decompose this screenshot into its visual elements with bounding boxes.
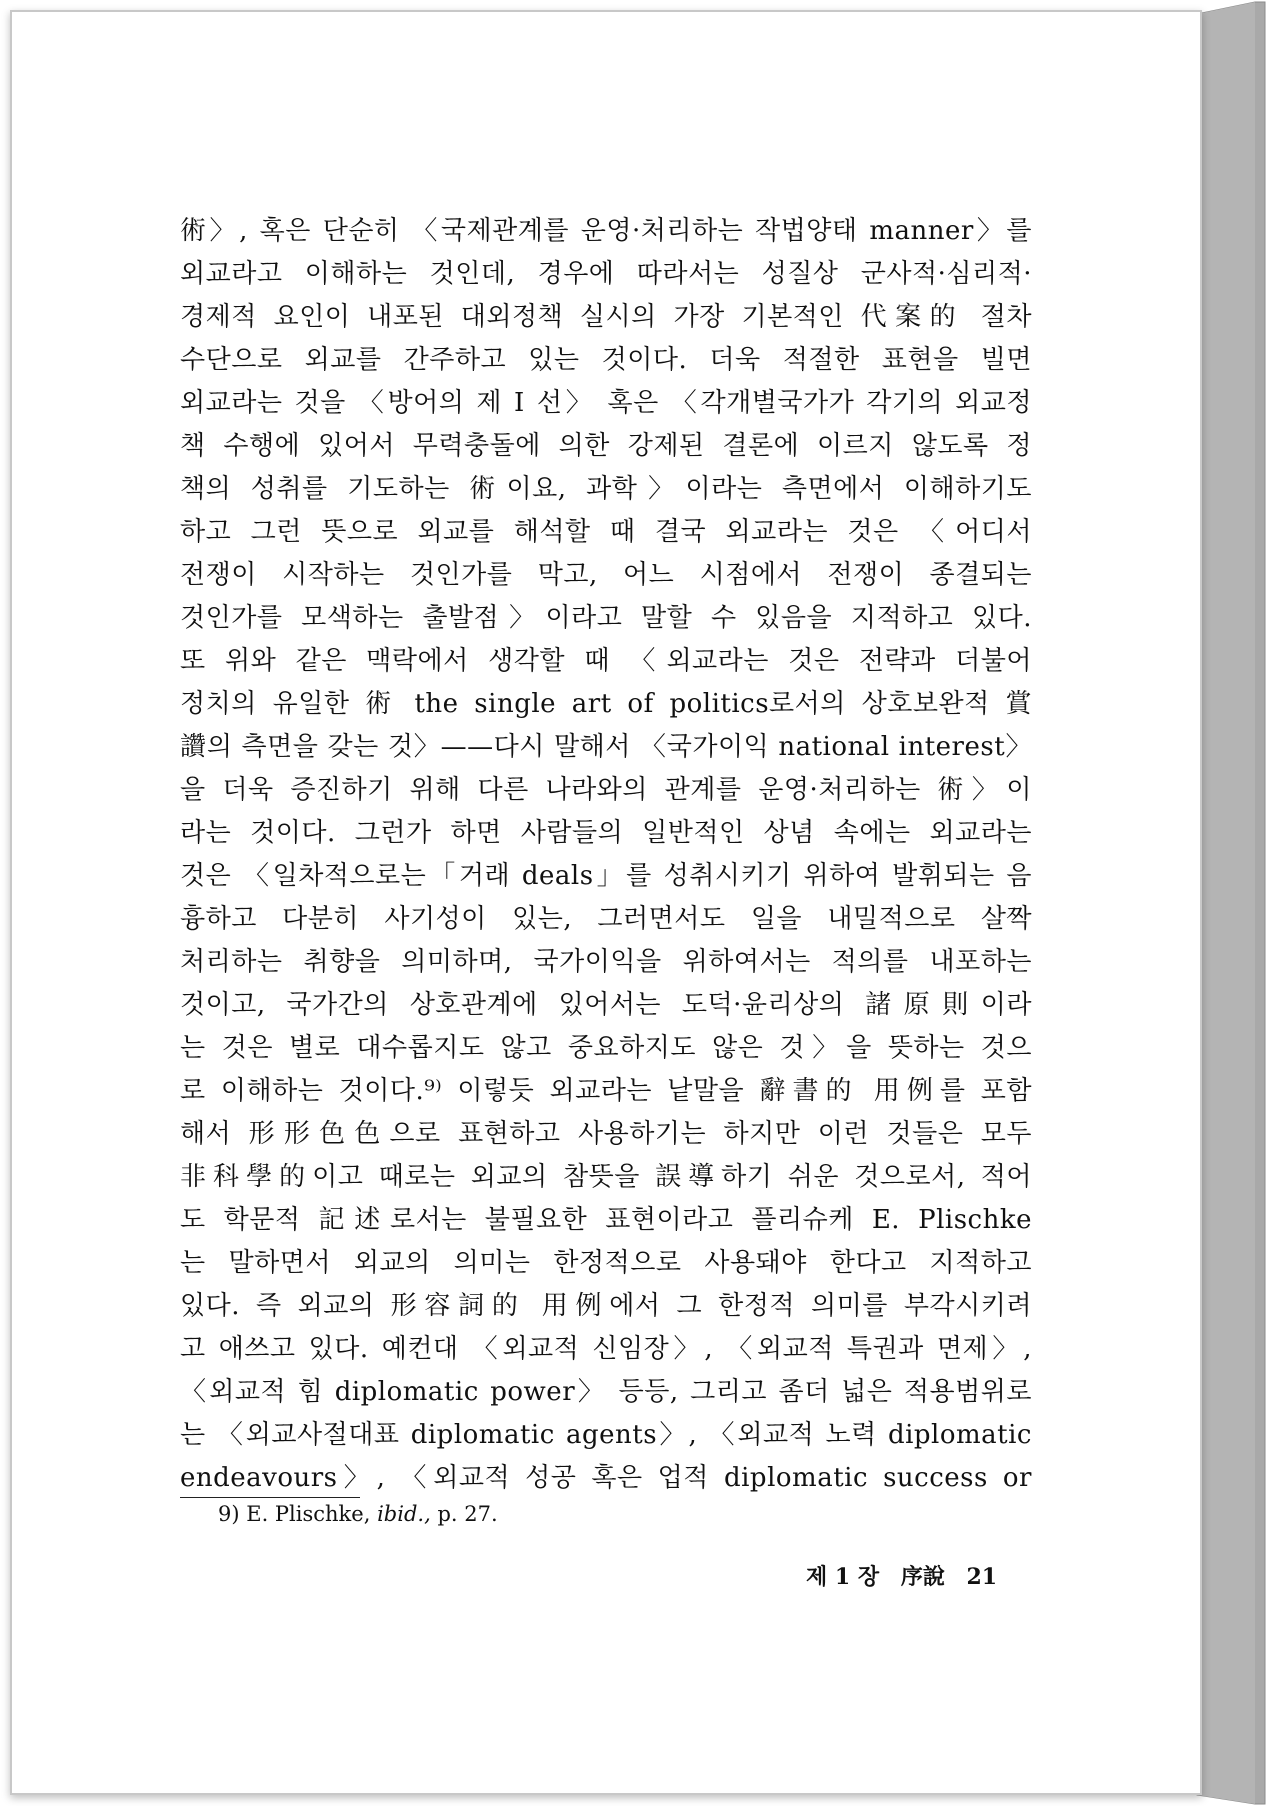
footnote-rule bbox=[180, 1497, 360, 1498]
footnote bbox=[218, 1502, 498, 1526]
body-line: 흉하고 다분히 사기성이 있는, 그러면서도 일을 내밀적으로 살짝 bbox=[180, 904, 1032, 934]
body-line: 외교라는 것을 〈방어의 제 I 선〉 혹은 〈각개별국가가 각기의 외교정 bbox=[180, 388, 1032, 418]
footer-page-number: 21 bbox=[966, 1564, 998, 1590]
body-line: 도 학문적 記述로서는 불필요한 표현이라고 플리슈케 E. Plischke bbox=[180, 1205, 1032, 1235]
body-line: 非科學的이고 때로는 외교의 참뜻을 誤導하기 쉬운 것으로서, 적어 bbox=[180, 1162, 1032, 1192]
body-line: 외교라고 이해하는 것인데, 경우에 따라서는 성질상 군사적·심리적· bbox=[180, 259, 1032, 289]
body-line: 해서 形形色色으로 표현하고 사용하기는 하지만 이런 것들은 모두 bbox=[180, 1119, 1032, 1149]
footnote-ibid: ibid., bbox=[377, 1502, 431, 1526]
footer-title: 序說 bbox=[900, 1564, 945, 1590]
footnote-number: 9) bbox=[218, 1502, 240, 1526]
body-line: endeavours〉, 〈외교적 성공 혹은 업적 diplomatic success or bbox=[180, 1463, 1032, 1493]
body-line: 〈외교적 힘 diplomatic power〉 등등, 그리고 좀더 넓은 적용범위로 bbox=[180, 1377, 1032, 1407]
body-line: 讚의 측면을 갖는 것〉——다시 말해서 〈국가이익 national interest〉 bbox=[180, 732, 1032, 762]
body-line: 처리하는 취향을 의미하며, 국가이익을 위하여서는 적의를 내포하는 bbox=[180, 947, 1032, 977]
body-line: 는 것은 별로 대수롭지도 않고 중요하지도 않은 것〉을 뜻하는 것으 bbox=[180, 1033, 1032, 1063]
body-line: 것인가를 모색하는 출발점〉이라고 말할 수 있음을 지적하고 있다. bbox=[180, 603, 1032, 633]
body-line: 또 위와 같은 맥락에서 생각할 때 〈외교라는 것은 전략과 더불어 bbox=[180, 646, 1032, 676]
body-line: 는 말하면서 외교의 의미는 한정적으로 사용돼야 한다고 지적하고 bbox=[180, 1248, 1032, 1278]
running-footer bbox=[806, 1560, 1011, 1591]
book-side-edge bbox=[1195, 0, 1268, 1806]
body-line: 책 수행에 있어서 무력충돌에 의한 강제된 결론에 이르지 않도록 정 bbox=[180, 431, 1032, 461]
body-line: 정치의 유일한 術 the single art of politics로서의 상호보완적 賞 bbox=[180, 689, 1032, 719]
body-line: 수단으로 외교를 간주하고 있는 것이다. 더욱 적절한 표현을 빌면 bbox=[180, 345, 1032, 375]
body-line: 하고 그런 뜻으로 외교를 해석할 때 결국 외교라는 것은 〈어디서 bbox=[180, 517, 1032, 547]
body-line: 책의 성취를 기도하는 術이요, 과학〉이라는 측면에서 이해하기도 bbox=[180, 474, 1032, 504]
body-line: 경제적 요인이 내포된 대외정책 실시의 가장 기본적인 代案的 절차 bbox=[180, 302, 1032, 332]
body-line: 고 애쓰고 있다. 예컨대 〈외교적 신임장〉, 〈외교적 특권과 면제〉, bbox=[180, 1334, 1032, 1364]
footnote-page: p. 27. bbox=[437, 1502, 498, 1526]
body-line: 있다. 즉 외교의 形容詞的 用例에서 그 한정적 의미를 부각시키려 bbox=[180, 1291, 1032, 1321]
body-line: 것은 〈일차적으로는「거래 deals」를 성취시키기 위하여 발휘되는 음 bbox=[180, 861, 1032, 891]
body-line: 것이고, 국가간의 상호관계에 있어서는 도덕·윤리상의 諸原則이라 bbox=[180, 990, 1032, 1020]
body-line: 로 이해하는 것이다.⁹⁾ 이렇듯 외교라는 낱말을 辭書的 用例를 포함 bbox=[180, 1076, 1032, 1106]
body-text bbox=[180, 210, 1032, 1500]
body-line: 전쟁이 시작하는 것인가를 막고, 어느 시점에서 전쟁이 종결되는 bbox=[180, 560, 1032, 590]
body-line: 는 〈외교사절대표 diplomatic agents〉, 〈외교적 노력 diplomatic bbox=[180, 1420, 1032, 1450]
body-line: 을 더욱 증진하기 위해 다른 나라와의 관계를 운영·처리하는 術〉이 bbox=[180, 775, 1032, 805]
body-line: 術〉, 혹은 단순히 〈국제관계를 운영·처리하는 작법양태 manner〉를 bbox=[180, 216, 1032, 246]
footnote-author: E. Plischke, bbox=[246, 1502, 371, 1526]
body-line: 라는 것이다. 그런가 하면 사람들의 일반적인 상념 속에는 외교라는 bbox=[180, 818, 1032, 848]
footer-chapter: 제 1 장 bbox=[806, 1564, 880, 1590]
